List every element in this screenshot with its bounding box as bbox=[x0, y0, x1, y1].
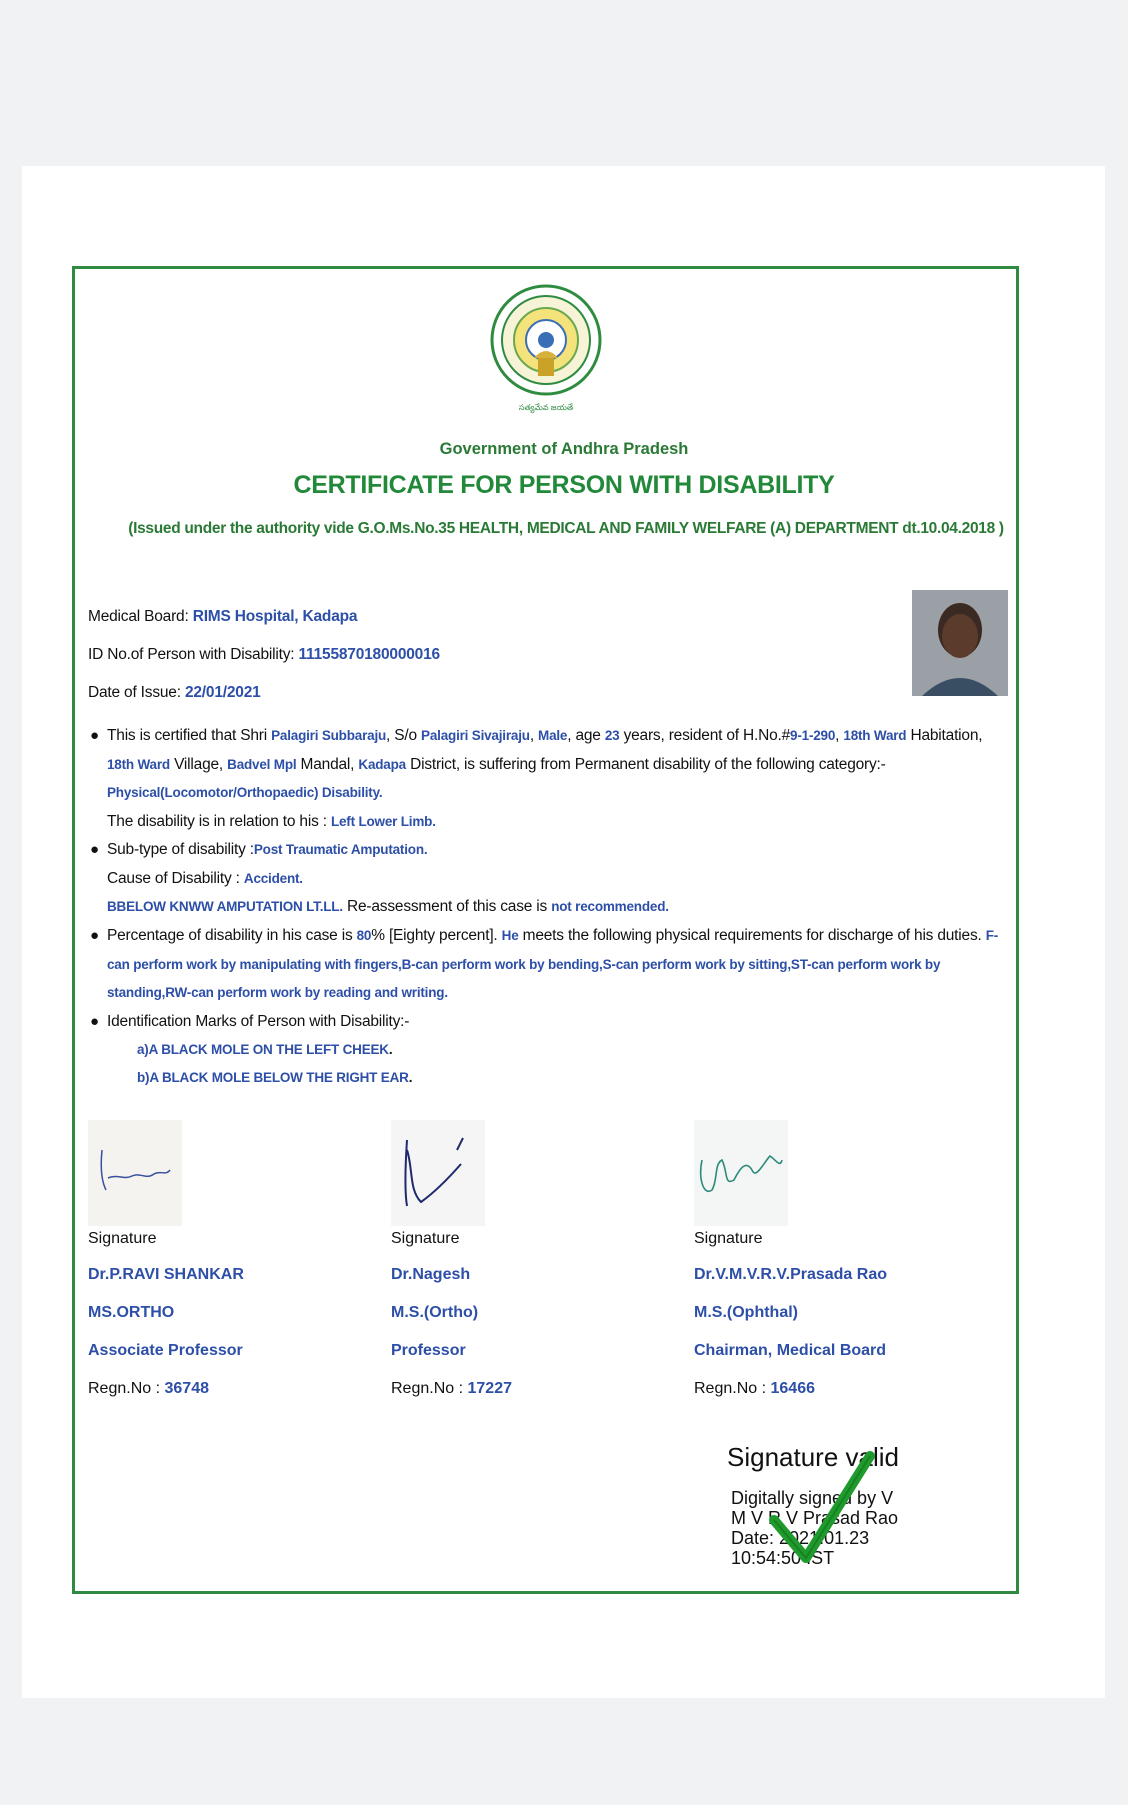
signature-image-1 bbox=[88, 1120, 182, 1226]
village-value: 18th Ward bbox=[107, 756, 170, 772]
signatory-name: Dr.V.M.V.R.V.Prasada Rao bbox=[694, 1266, 887, 1283]
disability-relation: Left Lower Limb. bbox=[330, 813, 436, 829]
signature-label: Signature bbox=[391, 1230, 460, 1247]
identification-mark-a: a)A BLACK MOLE ON THE LEFT CHEEK. bbox=[137, 1042, 393, 1057]
medical-board-line bbox=[88, 608, 357, 626]
signatory-3 bbox=[694, 1120, 954, 1397]
disability-percentage: 80 bbox=[356, 928, 372, 943]
gender-value: Male bbox=[538, 728, 568, 743]
disability-cause: Accident. bbox=[243, 870, 303, 886]
signatory-designation: Chairman, Medical Board bbox=[694, 1342, 887, 1359]
certification-paragraph: ● This is certified that Shri Palagiri Subbaraju, S/o Palagiri Sivajiraju, Male, age 23 years, resident of H.No.#9-1-290, 18th Ward Habitation, 18th Ward Village, Badvel Mpl Mandal, Kadapa District, is suffering from Permanent disability of the following category:- Physical(Locomotor/Orthopaedic) Disability. The disability is in relation to his : Left Lower Limb. bbox=[90, 727, 983, 830]
digital-signature-details: Digitally signed by V M V R V Prasad Rao Date: 2021.01.23 10:54:50 IST bbox=[731, 1488, 899, 1568]
government-name: Government of Andhra Pradesh bbox=[439, 440, 689, 458]
signatory-regn: Regn.No : 16466 bbox=[694, 1380, 815, 1397]
signatory-regn: Regn.No : 17227 bbox=[391, 1380, 512, 1397]
signature-label: Signature bbox=[694, 1230, 763, 1247]
emblem-bottom-text: సత్యమేవ జయతే bbox=[518, 403, 574, 412]
checkmark-icon bbox=[766, 1450, 876, 1570]
signatory-designation: Associate Professor bbox=[88, 1342, 243, 1359]
physical-requirements: F-can perform work by manipulating with fingers,B-can perform work by bending,S-can perform work by sitting,ST-can perform work by standing,RW-can perform work by reading and writing. bbox=[107, 928, 999, 1000]
id-label: ID No.of Person with Disability: bbox=[88, 646, 295, 663]
signatory-name: Dr.Nagesh bbox=[391, 1266, 471, 1283]
subtype-paragraph: ● Sub-type of disability :Post Traumatic Amputation. Cause of Disability : Accident. BBELOW KNWW AMPUTATION LT.LL. Re-assessment of this case is not recommended. bbox=[90, 841, 669, 915]
certificate-title: CERTIFICATE FOR PERSON WITH DISABILITY bbox=[293, 471, 835, 499]
mandal-value: Badvel Mpl bbox=[227, 756, 297, 772]
percentage-paragraph: ● Percentage of disability in his case is 80% [Eighty percent]. He meets the following physical requirements for discharge of his duties. F-can perform work by manipulating with fingers,B-can perform work by bending,S-can perform work by sitting,ST-can perform work by standing,RW-can perform work by reading and writing. bbox=[90, 927, 999, 1000]
person-photo bbox=[912, 590, 1008, 696]
signatory-regn: Regn.No : 36748 bbox=[88, 1380, 209, 1397]
age-value: 23 bbox=[604, 728, 620, 743]
father-name: Palagiri Sivajiraju bbox=[421, 728, 530, 743]
district-value: Kadapa bbox=[358, 756, 406, 772]
disability-category: Physical(Locomotor/Orthopaedic) Disability. bbox=[107, 785, 383, 800]
disability-remark: BBELOW KNWW AMPUTATION LT.LL. bbox=[107, 899, 343, 914]
ward-value: 18th Ward bbox=[843, 728, 907, 743]
signature-label: Signature bbox=[88, 1230, 157, 1247]
signature-image-2 bbox=[391, 1120, 485, 1226]
date-label: Date of Issue: bbox=[88, 684, 181, 701]
signatory-designation: Professor bbox=[391, 1342, 466, 1359]
medical-board-value: RIMS Hospital, Kadapa bbox=[192, 608, 358, 625]
authority-note: (Issued under the authority vide G.O.Ms.No.35 HEALTH, MEDICAL AND FAMILY WELFARE (A) DEPARTMENT dt.10.04.2018 ) bbox=[128, 520, 1004, 537]
identification-mark-b: b)A BLACK MOLE BELOW THE RIGHT EAR. bbox=[137, 1070, 413, 1085]
id-line bbox=[88, 646, 440, 664]
medical-board-label: Medical Board: bbox=[88, 608, 189, 625]
signatory-1 bbox=[88, 1120, 348, 1397]
signature-valid-status: Signature valid bbox=[727, 1442, 899, 1472]
signatory-name: Dr.P.RAVI SHANKAR bbox=[88, 1266, 244, 1283]
house-number: 9-1-290 bbox=[790, 728, 836, 743]
signatory-qualification: M.S.(Ophthal) bbox=[694, 1304, 798, 1321]
signature-image-3 bbox=[694, 1120, 788, 1226]
signatory-qualification: M.S.(Ortho) bbox=[391, 1304, 479, 1321]
id-value: 11155870180000016 bbox=[298, 646, 440, 663]
date-value: 22/01/2021 bbox=[184, 684, 261, 701]
date-line bbox=[88, 684, 261, 702]
reassessment-value: not recommended. bbox=[551, 899, 669, 914]
person-name: Palagiri Subbaraju bbox=[271, 728, 387, 743]
signatory-qualification: MS.ORTHO bbox=[88, 1304, 175, 1321]
signatory-2 bbox=[391, 1120, 651, 1397]
disability-subtype: Post Traumatic Amputation. bbox=[253, 842, 428, 857]
identification-paragraph: ● Identification Marks of Person with Disability:- bbox=[90, 1013, 410, 1030]
andhra-pradesh-emblem-icon bbox=[490, 284, 602, 416]
